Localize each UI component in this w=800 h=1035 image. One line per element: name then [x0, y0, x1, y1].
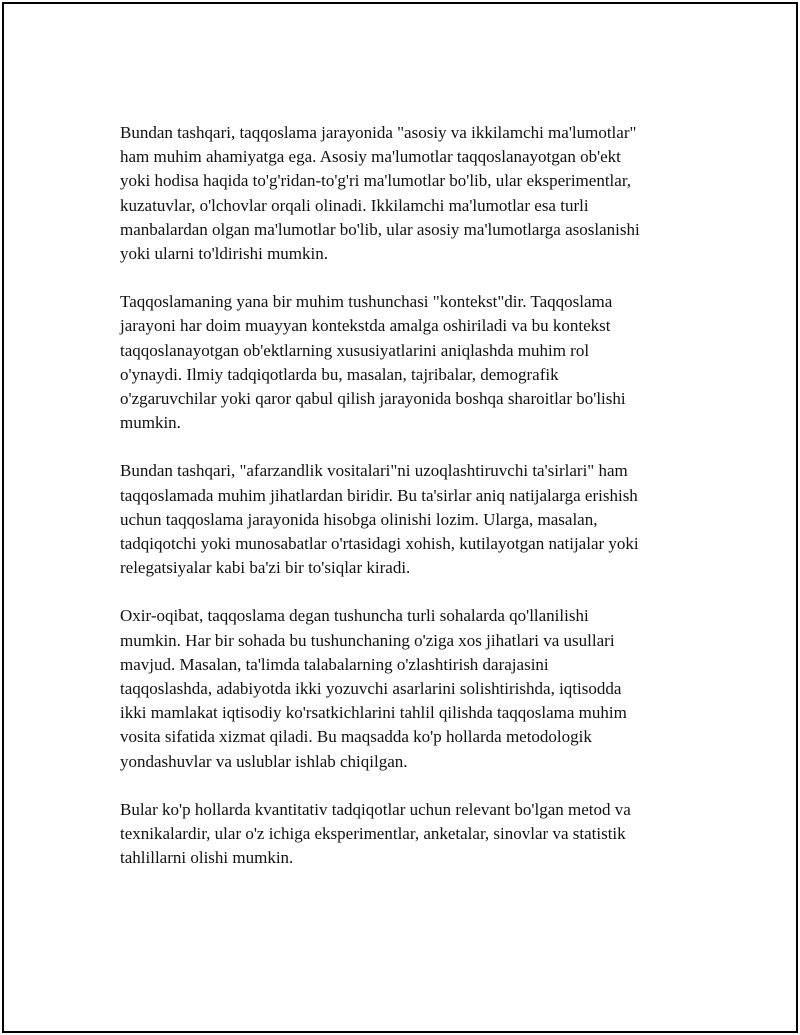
paragraph-line: texnikalardir, ular o'z ichiga eksperimentlar, anketalar, sinovlar va statistik	[120, 824, 626, 844]
paragraph-line: vosita sifatida xizmat qiladi. Bu maqsadda ko'p hollarda metodologik	[120, 727, 592, 747]
paragraph-4	[120, 604, 688, 773]
paragraph-line: Bundan tashqari, "afarzandlik vositalari"ni uzoqlashtiruvchi ta'sirlari" ham	[120, 461, 628, 481]
paragraph-line: uchun taqqoslama jarayonida hisobga olinishi lozim. Ularga, masalan,	[120, 509, 598, 529]
paragraph-line: yoki hodisa haqida to'g'ridan-to'g'ri ma'lumotlar bo'lib, ular eksperimentlar,	[120, 171, 632, 191]
paragraph-line: yondashuvlar va uslublar ishlab chiqilgan.	[120, 751, 408, 771]
paragraph-line: yoki ularni to'ldirishi mumkin.	[120, 244, 329, 264]
paragraph-line: tadqiqotchi yoki munosabatlar o'rtasidagi xohish, kutilayotgan natijalar yoki	[120, 534, 639, 554]
paragraph-1	[120, 121, 688, 266]
paragraph-line: relegatsiyalar kabi ba'zi bir to'siqlar kiradi.	[120, 558, 411, 578]
paragraph-line: mumkin.	[120, 413, 181, 433]
paragraph-line: taqqoslashda, adabiyotda ikki yozuvchi asarlarini solishtirishda, iqtisodda	[120, 679, 622, 699]
paragraph-line: tahlillarni olishi mumkin.	[120, 848, 294, 868]
paragraph-5	[120, 798, 688, 871]
paragraph-line: taqqoslanayotgan ob'ektlarning xususiyatlarini aniqlashda muhim rol	[120, 340, 590, 360]
paragraph-line: manbalardan olgan ma'lumotlar bo'lib, ular asosiy ma'lumotlarga asoslanishi	[120, 219, 640, 239]
paragraph-line: o'zgaruvchilar yoki qaror qabul qilish jarayonida boshqa sharoitlar bo'lishi	[120, 389, 626, 409]
paragraph-line: jarayoni har doim muayyan kontekstda amalga oshiriladi va bu kontekst	[120, 316, 611, 336]
paragraph-line: mumkin. Har bir sohada bu tushunchaning o'ziga xos jihatlari va usullari	[120, 630, 615, 650]
paragraph-line: Bundan tashqari, taqqoslama jarayonida "asosiy va ikkilamchi ma'lumotlar"	[120, 123, 637, 142]
paragraph-2	[120, 290, 688, 435]
paragraph-3	[120, 459, 688, 580]
paragraph-line: ikki mamlakat iqtisodiy ko'rsatkichlarini tahlil qilishda taqqoslama muhim	[120, 703, 627, 723]
paragraph-line: Bular ko'p hollarda kvantitativ tadqiqotlar uchun relevant bo'lgan metod va	[120, 799, 631, 819]
paragraph-line: Taqqoslamaning yana bir muhim tushunchasi "kontekst"dir. Taqqoslama	[120, 292, 613, 312]
paragraph-line: mavjud. Masalan, ta'limda talabalarning o'zlashtirish darajasini	[120, 654, 549, 674]
paragraph-line: kuzatuvlar, o'lchovlar orqali olinadi. Ikkilamchi ma'lumotlar esa turli	[120, 195, 589, 215]
paragraph-line: o'ynaydi. Ilmiy tadqiqotlarda bu, masalan, tajribalar, demografik	[120, 364, 559, 384]
paragraph-line: ham muhim ahamiyatga ega. Asosiy ma'lumotlar taqqoslanayotgan ob'ekt	[120, 147, 621, 167]
paragraph-line: Oxir-oqibat, taqqoslama degan tushuncha turli sohalarda qo'llanilishi	[120, 606, 589, 626]
paragraph-line: taqqoslamada muhim jihatlardan biridir. Bu ta'sirlar aniq natijalarga erishish	[120, 485, 638, 505]
document-page	[2, 2, 798, 1033]
document-body	[120, 121, 688, 894]
